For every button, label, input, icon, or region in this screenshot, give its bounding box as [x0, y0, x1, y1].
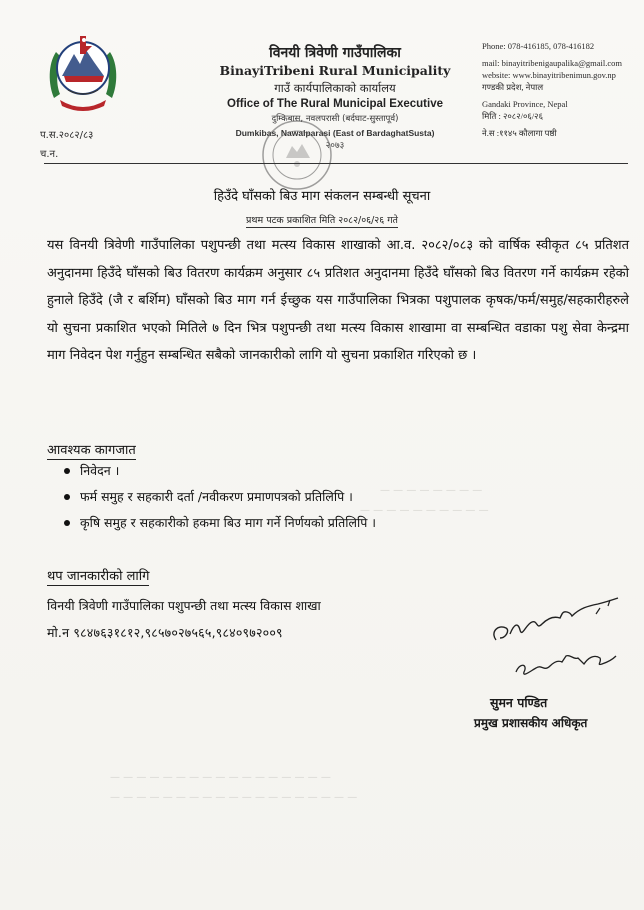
- office-name-english: Office of The Rural Municipal Executive: [227, 98, 443, 110]
- contact-mobile-numbers: मो.न ९८४७६३१८१२,९८५७०२७५६५,९८४०९७२००९: [47, 625, 283, 640]
- province-english: Gandaki Province, Nepal: [482, 99, 568, 109]
- header-divider: [44, 163, 628, 164]
- list-item: निवेदन ।: [60, 458, 376, 484]
- notice-subtitle: [0, 213, 644, 226]
- nepal-sambat-date: ने.स :११४५ कौलागा पष्ठी: [482, 128, 557, 138]
- org-name-english: BinayiTribeni Rural Municipality: [219, 63, 451, 78]
- signatory-name: सुमन पण्डित: [490, 695, 548, 710]
- address-english: Dumkibas, Nawalparasi (East of BardaghatSusta): [235, 128, 435, 138]
- dispatch-number: च.न.: [40, 149, 59, 160]
- notice-title: हिउँदे घाँसको बिउ माग संकलन सम्बन्धी सूचना: [213, 189, 431, 204]
- office-seal-stamp: [258, 116, 336, 194]
- first-publication-date: प्रथम पटक प्रकाशित मिति २०८२/०६/२६ गते: [246, 215, 398, 226]
- nepal-emblem-icon: [46, 24, 120, 114]
- list-item: फर्म समुह र सहकारी दर्ता /नवीकरण प्रमाणपत्रको प्रतिलिपि ।: [60, 484, 376, 510]
- website-address: website: www.binayitribenimun.gov.np: [482, 70, 616, 80]
- bleed-through-mark: — — — — — — — —: [380, 485, 483, 496]
- province-nepali: गण्डकी प्रदेश, नेपाल: [482, 82, 544, 92]
- contact-office: विनयी त्रिवेणी गाउँपालिका पशुपन्छी तथा मत्स्य विकास शाखा: [47, 598, 321, 613]
- address-nepali: दुम्किबास, नवलपरासी (बर्दघाट-सुस्तापूर्व): [271, 114, 399, 124]
- bleed-through-mark: — — — — — — — — — — — — — — — — —: [110, 772, 331, 783]
- phone-numbers: Phone: 078-416185, 078-416182: [482, 41, 595, 51]
- reference-number: प.स.२०८२/८३: [40, 130, 94, 141]
- letter-date: मिति : २०८२/०६/२६: [482, 111, 544, 121]
- signatory-title: प्रमुख प्रशासकीय अधिकृत: [474, 716, 588, 730]
- email-address: mail: binayitribenigaupalika@gmail.com: [482, 58, 623, 68]
- org-name-nepali: विनयी त्रिवेणी गाउँपालिका: [269, 45, 401, 61]
- list-item: कृषि समुह र सहकारीको हकमा बिउ माग गर्ने निर्णयको प्रतिलिपि ।: [60, 510, 376, 536]
- bleed-through-mark: — — — — — — — — — — — — — — — — — — —: [110, 792, 358, 803]
- more-info-heading: थप जानकारीको लागि: [47, 566, 149, 586]
- established-year: २०७३: [325, 141, 345, 151]
- required-docs-heading: आवश्यक कागजात: [47, 440, 136, 460]
- notice-body: यस विनयी त्रिवेणी गाउँपालिका पशुपन्छी तथा मत्स्य विकास शाखाको आ.व. २०८२/०८३ को वार्षिक स्वीकृत ८५ प्रतिशत अनुदानमा हिउँदे घाँसको बिउ वितरण कार्यक्रम अनुसार ८५ प्रतिशत अनुदानमा हिउँदे घाँसको बिउ वितरण गर्ने कार्यक्रम रहेको हुनाले हिउँदे (जै र बर्शिम) घाँसको बिउ माग गर्न ईच्छुक यस गाउँपालिका भित्रका पशुपालक कृषक/फर्म/समुह/सहकारीहरुले यो सुचना प्रकाशित भएको मितिले ७ दिन भित्र पशुपन्छी तथा मत्स्य विकास शाखामा वा सम्बन्धित वडाका पशु सेवा केन्द्रमा माग निवेदन पेश गर्नुहुन सम्बन्धित सबैको जानकारीको लागि यो सुचना प्रकाशित गरिएको छ ।: [47, 238, 629, 364]
- required-docs-list: [60, 458, 376, 536]
- contact-block: [482, 40, 642, 139]
- bleed-through-mark: — — — — — — — — — —: [360, 505, 489, 516]
- handwritten-signature: [484, 594, 634, 684]
- office-name-nepali: गाउँ कार्यपालिकाको कार्यालय: [274, 81, 396, 95]
